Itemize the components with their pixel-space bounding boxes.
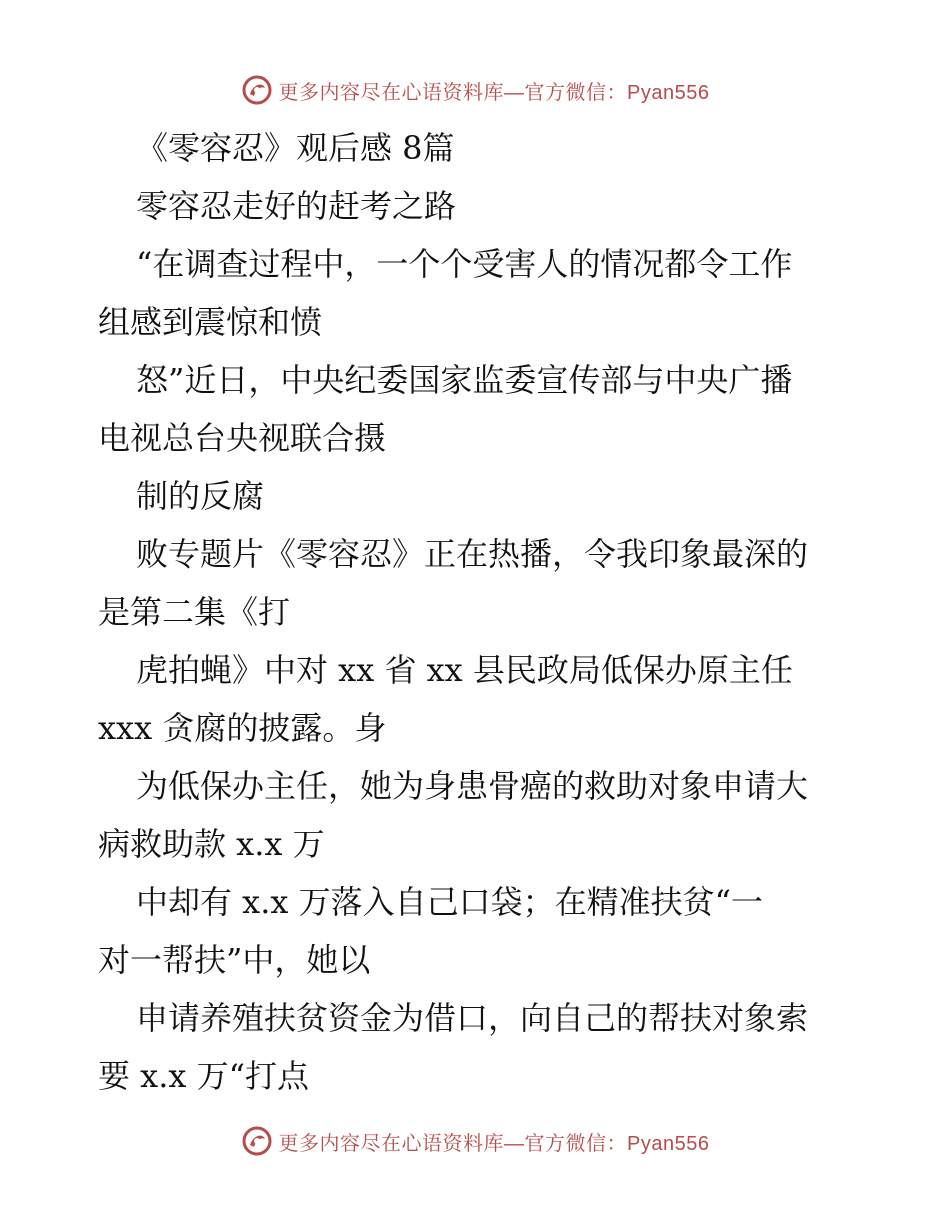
text-line: 虎拍蝇》中对 xx 省 xx 县民政局低保办原主任 — [136, 651, 793, 689]
text-line: 病救助款 x.x 万 — [98, 825, 325, 863]
document-title: 《零容忍》观后感 8篇 — [136, 129, 455, 167]
text-line: xxx 贪腐的披露。身 — [98, 709, 387, 747]
header-watermark — [0, 70, 950, 110]
document-subtitle: 零容忍走好的赶考之路 — [136, 187, 457, 225]
text-line: 怒”近日，中央纪委国家监委宣传部与中央广播 — [136, 361, 793, 399]
text-line: 中却有 x.x 万落入自己口袋；在精准扶贫“一 — [136, 883, 763, 921]
text-line: 申请养殖扶贫资金为借口，向自己的帮扶对象索 — [136, 999, 809, 1037]
text-line: 败专题片《零容忍》正在热播，令我印象最深的 — [136, 535, 809, 573]
paragraph-lines — [98, 235, 858, 1105]
text-line: 是第二集《打 — [98, 593, 291, 631]
text-line: 要 x.x 万“打点 — [98, 1057, 309, 1095]
text-line: “在调查过程中，一个个受害人的情况都令工作 — [136, 245, 793, 283]
document-body — [98, 119, 858, 1105]
text-line: 制的反腐 — [136, 477, 265, 515]
text-line: 电视总台央视联合摄 — [98, 419, 387, 457]
brand-swirl-icon — [241, 1125, 273, 1157]
watermark-text: 更多内容尽在心语资料库—官方微信：Pyan556 — [278, 1132, 710, 1155]
brand-swirl-icon — [241, 74, 273, 106]
text-line: 组感到震惊和愤 — [98, 303, 323, 341]
text-line: 为低保办主任，她为身患骨癌的救助对象申请大 — [136, 767, 809, 805]
text-line: 对一帮扶”中，她以 — [98, 941, 371, 979]
footer-watermark — [0, 1121, 950, 1161]
watermark-text: 更多内容尽在心语资料库—官方微信：Pyan556 — [278, 81, 710, 104]
